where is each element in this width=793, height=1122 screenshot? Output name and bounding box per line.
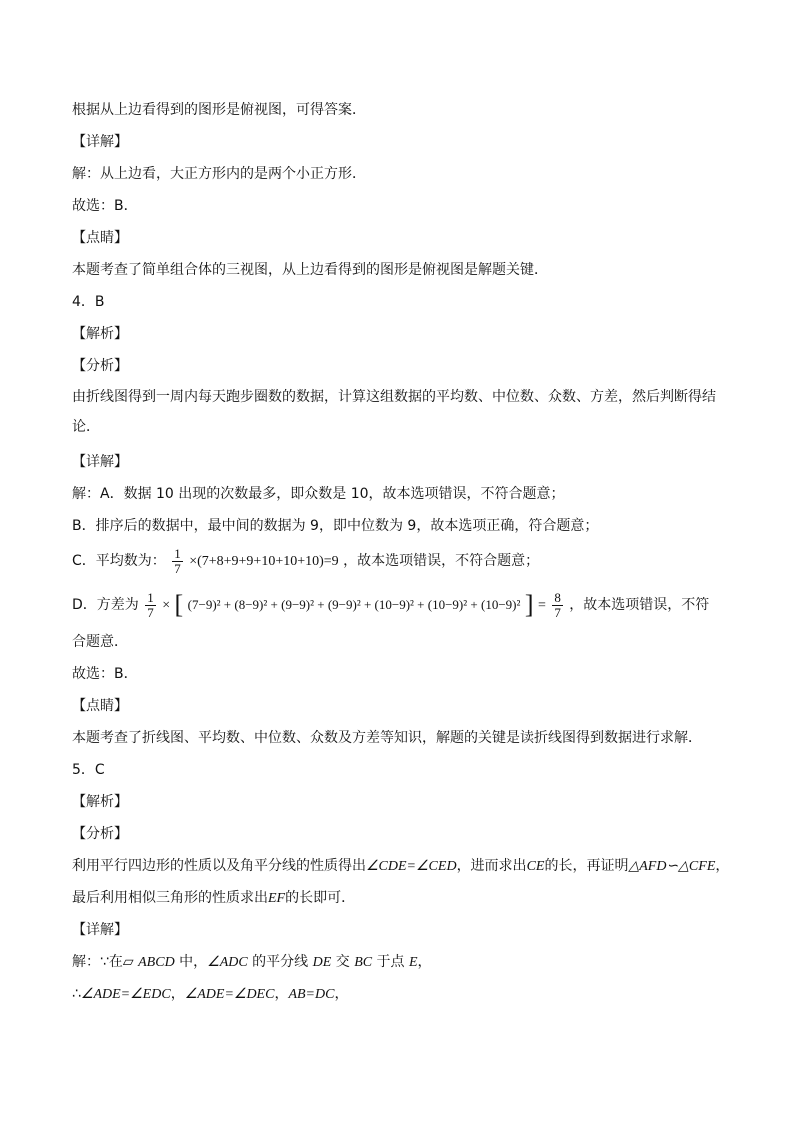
variance-fraction xyxy=(145,591,156,620)
text-paragraph: 由折线图得到一周内每天跑步圈数的数据，计算这组数据的平均数、中位数、众数、方差，然后判断得结论． xyxy=(72,389,716,435)
text-span: 的长即可． xyxy=(285,890,356,906)
mean-prefix: C．平均数为： xyxy=(72,553,166,569)
fraction-denominator: 7 xyxy=(147,604,154,620)
text-span: 的平分线 xyxy=(247,954,313,970)
fraction-denominator: 7 xyxy=(554,604,561,620)
section-heading-analysis: 【解析】 xyxy=(72,326,128,342)
fraction-numerator: 8 xyxy=(554,589,561,605)
section-heading-detail: 【详解】 xyxy=(72,134,128,150)
text-line: 合题意． xyxy=(72,634,128,650)
fraction-numerator: 1 xyxy=(174,545,181,561)
variance-result-fraction xyxy=(552,591,563,620)
text-line: 本题考查了折线图、平均数、中位数、众数及方差等知识，解题的关键是读折线图得到数据进行求解． xyxy=(72,730,702,746)
section-heading-analysis: 【解析】 xyxy=(72,794,128,810)
variance-expression: (7−9)² + (8−9)² + (9−9)² + (9−9)² + (10−9)² + (10−9)² + (10−9)² xyxy=(187,597,521,612)
text-span: 利用平行四边形的性质以及角平分线的性质得出 xyxy=(72,858,366,874)
variance-suffix: ，故本选项错误，不符 xyxy=(569,597,710,613)
math-span: ∠ADE=∠DEC xyxy=(184,987,275,1002)
math-span: ABCD xyxy=(138,955,175,970)
text-line xyxy=(72,952,723,973)
math-span: EF xyxy=(268,891,286,906)
math-span: △AFD∽△CFE xyxy=(628,859,716,874)
section-heading-detail: 【详解】 xyxy=(72,454,128,470)
mean-fraction xyxy=(172,547,183,576)
math-span: ∠ADE=∠EDC xyxy=(80,987,171,1002)
variance-prefix: D．方差为 xyxy=(72,597,139,613)
section-heading-detail: 【详解】 xyxy=(72,922,128,938)
text-span: ， xyxy=(334,986,349,1002)
question-number: 4．B xyxy=(72,294,105,310)
math-span: DE xyxy=(312,955,332,970)
text-line xyxy=(72,856,730,877)
text-line: 解：从上边看，大正方形内的是两个小正方形． xyxy=(72,166,366,182)
text-line xyxy=(72,984,723,1005)
math-span: E xyxy=(408,955,418,970)
text-line: 本题考查了简单组合体的三视图，从上边看得到的图形是俯视图是解题关键． xyxy=(72,262,548,278)
section-heading-analysis2: 【分析】 xyxy=(72,358,128,374)
math-span: AB=DC xyxy=(288,987,335,1002)
text-span: ∴ xyxy=(72,986,81,1002)
fraction-numerator: 1 xyxy=(147,589,154,605)
left-bracket: [ xyxy=(174,590,184,619)
text-line: 解：A．数据 10 出现的次数最多，即众数是 10，故本选项错误，不符合题意； xyxy=(72,486,565,502)
mean-expression: ×(7+8+9+9+10+10+10)=9 xyxy=(189,554,339,569)
text-line: B．排序后的数据中，最中间的数据为 9，即中位数为 9，故本选项正确，符合题意； xyxy=(72,518,599,534)
text-span: ， xyxy=(170,986,185,1002)
text-span: 中， xyxy=(174,954,208,970)
text-span: 最后利用相似三角形的性质求出 xyxy=(72,890,268,906)
text-line: 故选：B． xyxy=(72,666,138,682)
question-number: 5．C xyxy=(72,762,105,778)
section-heading-analysis2: 【分析】 xyxy=(72,826,128,842)
section-heading-comment: 【点睛】 xyxy=(72,698,128,714)
text-line: 根据从上边看得到的图形是俯视图，可得答案． xyxy=(72,102,366,118)
text-line xyxy=(72,888,723,909)
section-heading-comment: 【点睛】 xyxy=(72,230,128,246)
text-span: ， xyxy=(274,986,289,1002)
right-bracket: ] xyxy=(524,590,534,619)
math-span: ∠ADC xyxy=(207,955,248,970)
fraction-denominator: 7 xyxy=(174,560,181,576)
variance-line xyxy=(72,588,723,623)
math-span: CE xyxy=(526,859,545,874)
text-span: 交 xyxy=(331,954,355,970)
text-span: ，进而求出 xyxy=(456,858,527,874)
equals-sign: = xyxy=(537,598,546,613)
text-line: 故选：B． xyxy=(72,198,138,214)
text-span: ， xyxy=(417,954,432,970)
text-span: ， xyxy=(715,858,730,874)
times-sign: × xyxy=(162,598,171,613)
text-span: 的长，再证明 xyxy=(544,858,629,874)
text-span: 解：∵在▱ xyxy=(72,954,139,970)
math-span: BC xyxy=(354,955,373,970)
mean-suffix: ，故本选项错误，不符合题意； xyxy=(343,553,540,569)
text-span: 于点 xyxy=(372,954,409,970)
math-span: ∠CDE=∠CED xyxy=(366,859,457,874)
mean-line xyxy=(72,546,723,577)
